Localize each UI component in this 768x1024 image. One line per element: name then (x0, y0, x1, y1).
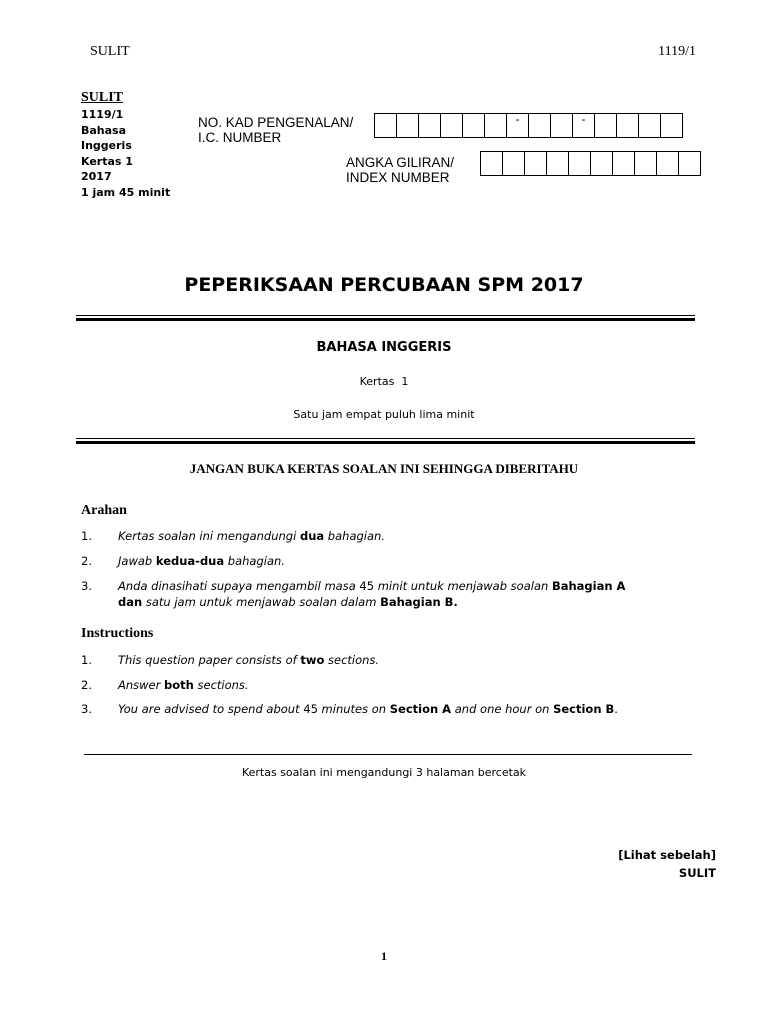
index-label-line-1: ANGKA GILIRAN/ (346, 155, 455, 170)
left-sulit: SULIT (81, 90, 124, 105)
exam-title: PEPERIKSAAN PERCUBAAN SPM 2017 (184, 274, 584, 296)
ic-number-boxes[interactable] (374, 113, 683, 138)
instructions-heading: Instructions (81, 626, 154, 641)
index-box[interactable] (679, 152, 700, 175)
ic-box[interactable] (661, 114, 682, 137)
time-allowed: 1 jam 45 minit (81, 185, 171, 199)
subject-line-1: Bahasa (81, 123, 127, 137)
ic-box[interactable] (463, 114, 485, 137)
index-box[interactable] (635, 152, 657, 175)
footer-block (618, 846, 716, 882)
index-label-line-2: INDEX NUMBER (346, 170, 450, 185)
duration-label: Satu jam empat puluh lima minit (293, 408, 475, 421)
ic-box[interactable] (441, 114, 463, 137)
paper-code: 1119/1 (81, 108, 124, 121)
index-box[interactable] (481, 152, 503, 175)
footer-sulit: SULIT (678, 866, 716, 880)
paper-label: Kertas 1 (359, 375, 409, 388)
ic-box[interactable] (419, 114, 441, 137)
index-box[interactable] (569, 152, 591, 175)
header-code: 1119/1 (658, 44, 696, 59)
paper-info-block (81, 90, 170, 200)
do-not-open-warning: JANGAN BUKA KERTAS SOALAN INI SEHINGGA DIBERITAHU (189, 461, 579, 476)
index-number-boxes[interactable] (480, 151, 701, 176)
bottom-divider (84, 754, 692, 755)
index-box[interactable] (591, 152, 613, 175)
ic-number-label (198, 115, 353, 145)
arahan-heading: Arahan (81, 503, 127, 518)
index-box[interactable] (525, 152, 547, 175)
paper-number: Kertas 1 (81, 154, 133, 168)
ic-box-dash[interactable]: - (573, 114, 595, 137)
ic-box[interactable] (375, 114, 397, 137)
page-number: 1 (381, 949, 387, 963)
title-divider (76, 315, 695, 320)
index-box[interactable] (613, 152, 635, 175)
index-number-label (346, 155, 454, 185)
pages-note: Kertas soalan ini mengandungi 3 halaman bercetak (241, 766, 527, 779)
subject-line-2: Inggeris (81, 139, 132, 152)
ic-box-dash[interactable]: - (507, 114, 529, 137)
ic-box[interactable] (595, 114, 617, 137)
year: 2017 (81, 170, 112, 183)
ic-box[interactable] (397, 114, 419, 137)
index-box[interactable] (547, 152, 569, 175)
subject-title: BAHASA INGGERIS (316, 340, 452, 355)
ic-label-line-1: NO. KAD PENGENALAN/ (198, 115, 354, 130)
ic-box[interactable] (529, 114, 551, 137)
ic-box[interactable] (485, 114, 507, 137)
ic-box[interactable] (551, 114, 573, 137)
ic-label-line-2: I.C. NUMBER (198, 130, 282, 145)
duration-divider (76, 438, 695, 443)
index-box[interactable] (503, 152, 525, 175)
ic-box[interactable] (617, 114, 639, 137)
index-box[interactable] (657, 152, 679, 175)
turn-over-note: [Lihat sebelah] (618, 848, 716, 862)
ic-box[interactable] (639, 114, 661, 137)
header-sulit: SULIT (90, 44, 130, 59)
